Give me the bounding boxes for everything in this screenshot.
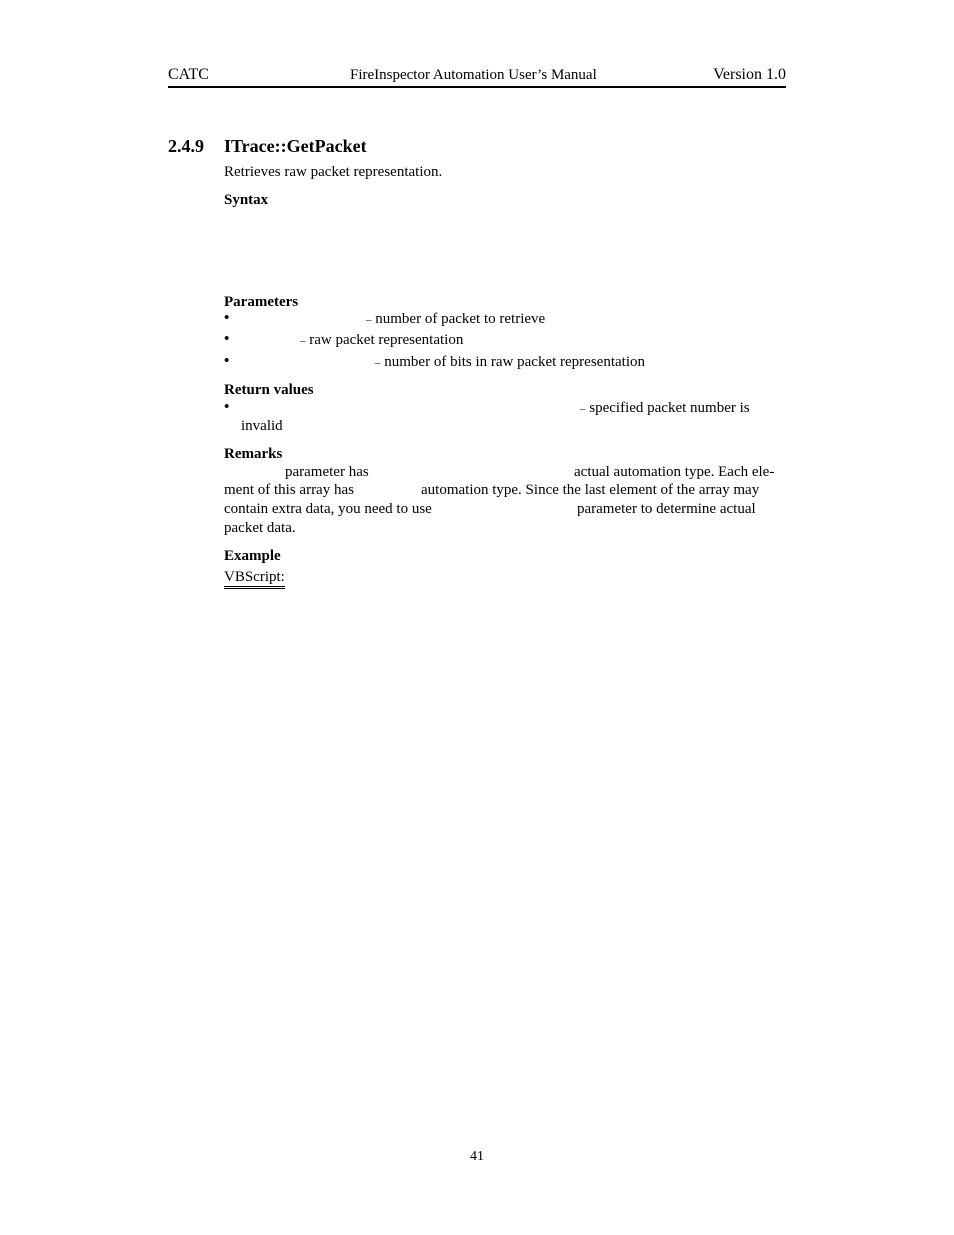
return-value-item [580, 400, 750, 417]
parameter-description: raw packet representation [309, 332, 464, 348]
dash: – [300, 335, 306, 347]
return-values-heading: Return values [224, 382, 314, 398]
header-rule [168, 86, 786, 88]
vbscript-label-text: VBScript: [224, 569, 285, 589]
remarks-text: automation type. Since the last element of the array may [421, 482, 760, 498]
page-number: 41 [470, 1149, 484, 1164]
bullet-icon: • [224, 399, 230, 415]
return-value-description: specified packet number is [589, 400, 750, 416]
section-number: 2.4.9 [168, 136, 204, 156]
bullet-icon: • [224, 310, 230, 326]
return-value-continuation: invalid [241, 418, 283, 434]
parameters-heading: Parameters [224, 294, 299, 310]
parameter-description: number of packet to retrieve [375, 311, 546, 327]
section-description: Retrieves raw packet representation. [224, 164, 443, 180]
remarks-heading: Remarks [224, 446, 283, 462]
remarks-text: contain extra data, you need to use [224, 501, 432, 517]
header-left: CATC [168, 66, 209, 83]
syntax-heading: Syntax [224, 192, 269, 208]
bullet-icon: • [224, 331, 230, 347]
bullet-icon: • [224, 353, 230, 369]
dash: – [580, 403, 586, 415]
section-heading [168, 136, 367, 157]
header-title: FireInspector Automation User’s Manual [350, 67, 597, 83]
parameter-item [300, 332, 463, 349]
parameter-item [375, 354, 645, 371]
remarks-text: parameter has [285, 464, 369, 480]
dash: – [375, 357, 381, 369]
parameter-description: number of bits in raw packet representation [384, 354, 645, 370]
parameter-item [366, 311, 545, 328]
remarks-text: ment of this array has [224, 482, 354, 498]
remarks-text: parameter to determine actual [577, 501, 756, 517]
dash: – [366, 314, 372, 326]
remarks-text: packet data. [224, 520, 296, 536]
section-title: ITrace::GetPacket [224, 136, 367, 156]
example-heading: Example [224, 548, 281, 564]
remarks-text: actual automation type. Each ele- [574, 464, 775, 480]
header-version: Version 1.0 [713, 66, 786, 83]
vbscript-label [224, 569, 285, 586]
